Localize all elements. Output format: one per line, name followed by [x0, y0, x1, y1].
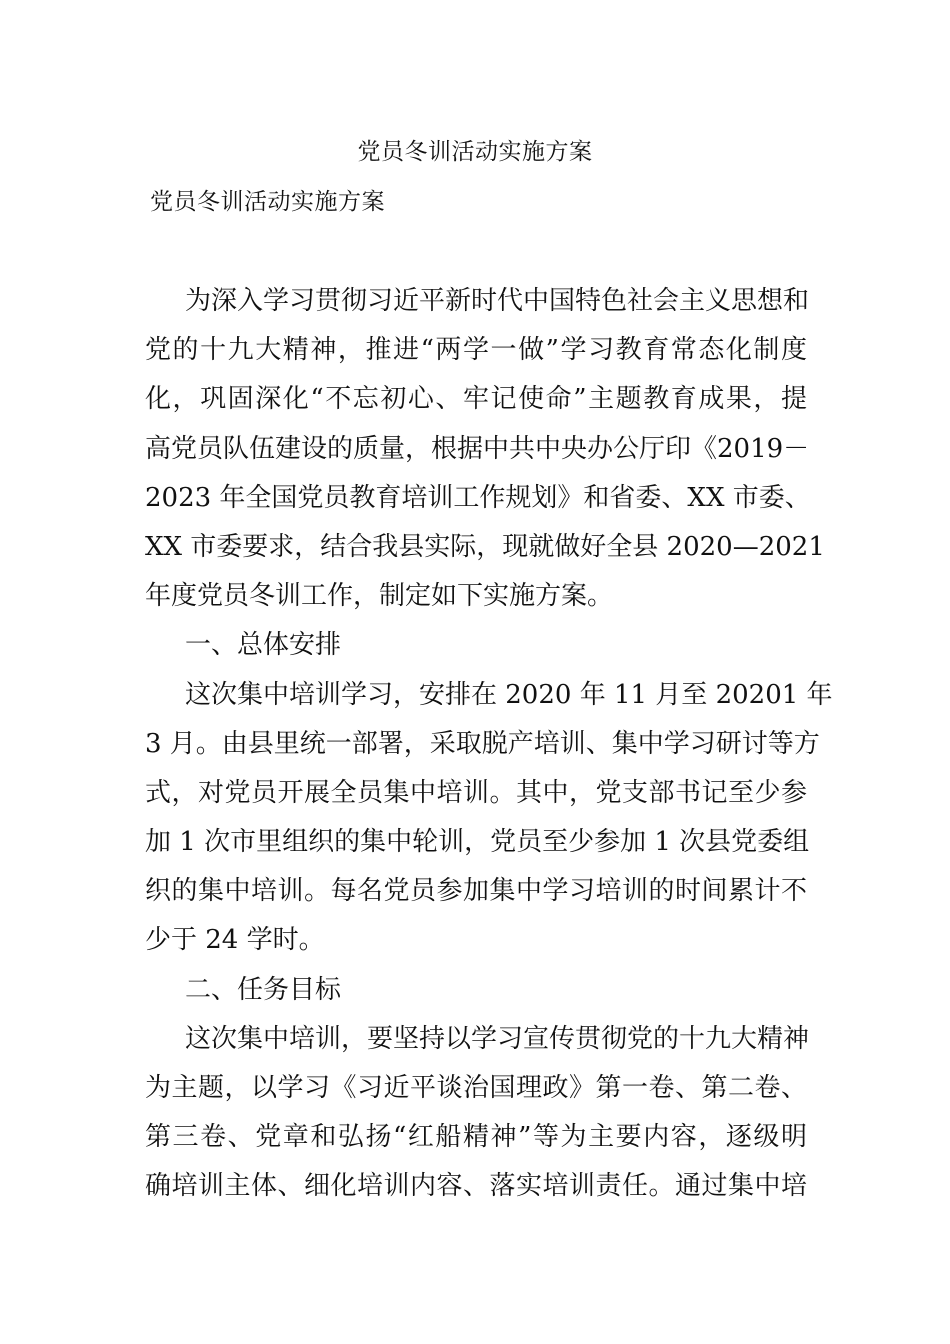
paragraph-3-line: 这次集中培训，要坚持以学习宣传贯彻党的十九大精神: [185, 1023, 810, 1054]
paragraph-1-line: XX 市委要求，结合我县实际，现就做好全县 2020—2021: [145, 531, 825, 562]
paragraph-3-line: 第三卷、党章和弘扬“红船精神”等为主要内容，逐级明: [145, 1122, 807, 1153]
paragraph-2-line: 加 1 次市里组织的集中轮训，党员至少参加 1 次县党委组: [145, 827, 810, 858]
paragraph-2-line: 式，对党员开展全员集中培训。其中，党支部书记至少参: [145, 777, 807, 808]
paragraph-1-line: 年度党员冬训工作，制定如下实施方案。: [145, 581, 614, 612]
paragraph-2-line: 这次集中培训学习，安排在 2020 年 11 月至 20201 年: [185, 679, 833, 710]
document-title: 党员冬训活动实施方案: [357, 139, 593, 165]
paragraph-3-line: 确培训主体、细化培训内容、落实培训责任。通过集中培: [145, 1171, 807, 1202]
paragraph-1-line: 2023 年全国党员教育培训工作规划》和省委、XX 市委、: [145, 482, 811, 513]
section-heading-1: 一、总体安排: [185, 630, 342, 661]
paragraph-2-line: 少于 24 学时。: [145, 925, 325, 956]
paragraph-2-line: 织的集中培训。每名党员参加集中学习培训的时间累计不: [145, 876, 807, 907]
paragraph-2-line: 3 月。由县里统一部署，采取脱产培训、集中学习研讨等方: [145, 728, 820, 759]
paragraph-3-line: 为主题，以学习《习近平谈治国理政》第一卷、第二卷、: [145, 1073, 807, 1103]
paragraph-1-line: 高党员队伍建设的质量，根据中共中央办公厅印《2019－: [145, 433, 810, 464]
document-subtitle: 党员冬训活动实施方案: [150, 189, 385, 215]
paragraph-1-line: 党的十九大精神，推进“两学一做”学习教育常态化制度: [145, 335, 807, 366]
paragraph-1-line: 化，巩固深化“不忘初心、牢记使命”主题教育成果，提: [145, 384, 807, 415]
paragraph-1-line: 为深入学习贯彻习近平新时代中国特色社会主义思想和: [185, 286, 810, 316]
section-heading-2: 二、任务目标: [185, 974, 342, 1005]
document-body: [145, 280, 833, 1215]
